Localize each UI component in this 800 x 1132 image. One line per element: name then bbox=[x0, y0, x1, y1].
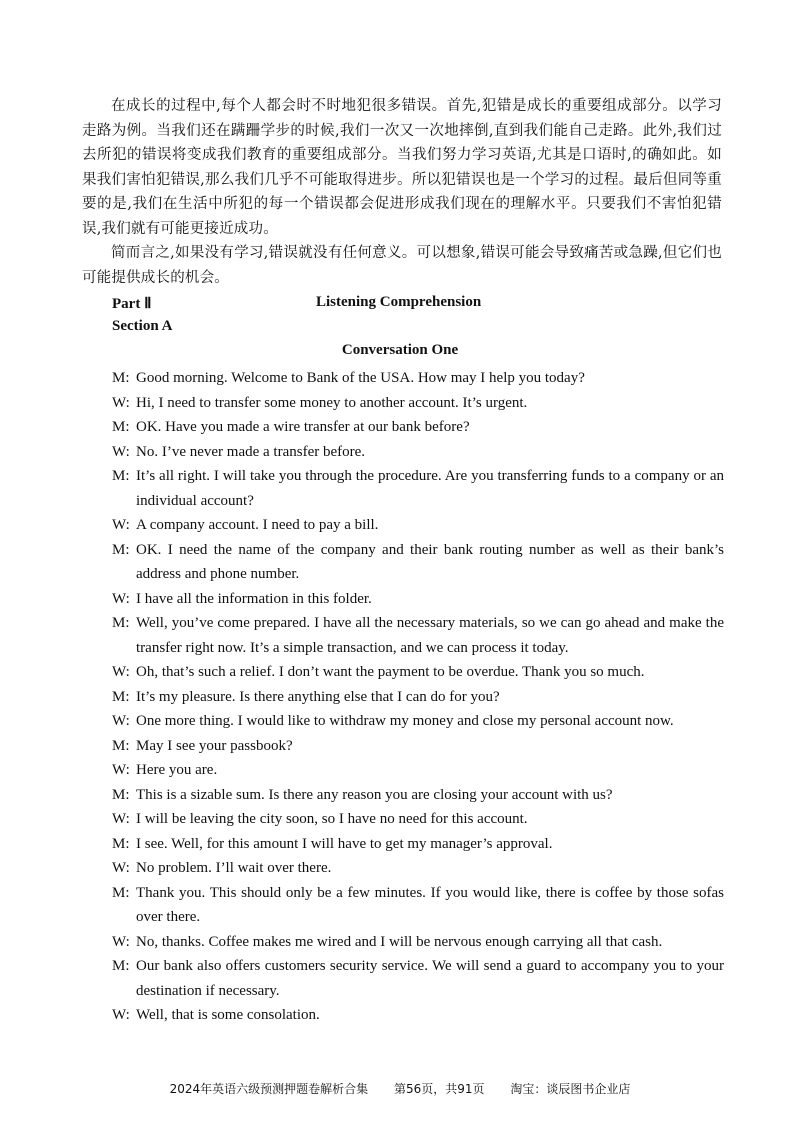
speaker-label: M: bbox=[112, 958, 130, 974]
part-label: Part Ⅱ bbox=[112, 296, 152, 312]
page-footer bbox=[0, 1080, 800, 1097]
speaker-label: W: bbox=[112, 933, 130, 950]
utterance-text: One more thing. I would like to withdraw my money and close my personal account now. bbox=[136, 713, 674, 729]
utterance-text: No problem. I’ll wait over there. bbox=[136, 860, 332, 876]
dialogue-turn bbox=[112, 807, 724, 832]
speaker-label: M: bbox=[112, 370, 130, 386]
utterance-text: Thank you. This should only be a few minutes. If you would like, there is coffee by those sofas over there. bbox=[136, 884, 724, 925]
dialogue-turn bbox=[112, 881, 724, 930]
utterance-text: It’s my pleasure. Is there anything else that I can do for you? bbox=[136, 688, 500, 705]
utterance-text: It’s all right. I will take you through the procedure. Are you transferring funds to a company or an individual account? bbox=[136, 468, 724, 509]
speaker-label: M: bbox=[112, 737, 130, 754]
speaker-label: M: bbox=[112, 419, 130, 435]
dialogue-turn bbox=[112, 685, 724, 710]
utterance-text: I see. Well, for this amount I will have to get my manager’s approval. bbox=[136, 835, 553, 852]
dialogue-turn bbox=[112, 660, 724, 685]
dialogue-turn bbox=[112, 366, 724, 391]
dialogue-turn bbox=[112, 415, 724, 440]
dialogue-transcript bbox=[112, 366, 724, 1028]
dialogue-turn bbox=[112, 611, 724, 660]
dialogue-turn bbox=[112, 954, 724, 1003]
speaker-label: M: bbox=[112, 541, 130, 558]
dialogue-turn bbox=[112, 538, 724, 587]
dialogue-turn bbox=[112, 930, 724, 955]
dialogue-turn bbox=[112, 513, 724, 538]
speaker-label: W: bbox=[112, 394, 130, 411]
essay-paragraph-1: 在成长的过程中,每个人都会时不时地犯很多错误。首先,犯错是成长的重要组成部分。以学习走路为例。当我们还在蹒跚学步的时候,我们一次又一次地摔倒,直到我们能自己走路。此外,我们过去所犯的错误将变成我们教育的重要组成部分。当我们努力学习英语,尤其是口语时,的确如此。如果我们害怕犯错误,那么我们几乎不可能取得进步。所以犯错误也是一个学习的过程。最后但同等重要的是,我们在生活中所犯的每一个错误都会促进形成我们现在的理解水平。只要我们不害怕犯错误,我们就有可能更接近成功。 bbox=[82, 98, 722, 237]
dialogue-turn bbox=[112, 464, 724, 513]
dialogue-turn bbox=[112, 1003, 724, 1028]
conversation-title: Conversation One bbox=[341, 342, 459, 358]
dialogue-turn bbox=[112, 440, 724, 465]
speaker-label: W: bbox=[112, 664, 130, 680]
utterance-text: May I see your passbook? bbox=[136, 737, 293, 754]
footer-page-info: 第56页，共91页 bbox=[393, 1082, 485, 1096]
speaker-label: W: bbox=[112, 517, 130, 533]
utterance-text: No, thanks. Coffee makes me wired and I will be nervous enough carrying all that cash. bbox=[136, 933, 663, 950]
speaker-label: W: bbox=[112, 811, 130, 827]
utterance-text: Here you are. bbox=[136, 762, 218, 778]
speaker-label: M: bbox=[112, 835, 130, 852]
utterance-text: Oh, that’s such a relief. I don’t want the payment to be overdue. Thank you so much. bbox=[136, 664, 645, 680]
utterance-text: A company account. I need to pay a bill. bbox=[136, 517, 379, 533]
speaker-label: W: bbox=[112, 762, 130, 778]
part-title: Listening Comprehension bbox=[316, 294, 482, 310]
utterance-text: Our bank also offers customers security service. We will send a guard to accompany you to your destination if necessary. bbox=[136, 958, 724, 999]
utterance-text: Well, that is some consolation. bbox=[136, 1007, 320, 1023]
dialogue-turn bbox=[112, 783, 724, 808]
essay-paragraph-2: 简而言之,如果没有学习,错误就没有任何意义。可以想象,错误可能会导致痛苦或急躁,但它们也可能提供成长的机会。 bbox=[82, 245, 722, 286]
speaker-label: M: bbox=[112, 615, 130, 631]
dialogue-turn bbox=[112, 856, 724, 881]
utterance-text: OK. Have you made a wire transfer at our bank before? bbox=[136, 419, 470, 435]
section-label: Section A bbox=[112, 318, 173, 334]
speaker-label: W: bbox=[112, 1007, 130, 1023]
dialogue-turn bbox=[112, 832, 724, 857]
speaker-label: M: bbox=[112, 468, 130, 484]
utterance-text: This is a sizable sum. Is there any reason you are closing your account with us? bbox=[136, 786, 613, 803]
speaker-label: W: bbox=[112, 590, 130, 607]
utterance-text: I have all the information in this folder. bbox=[136, 590, 372, 607]
dialogue-turn bbox=[112, 587, 724, 612]
dialogue-turn bbox=[112, 758, 724, 783]
essay-body bbox=[82, 94, 722, 290]
speaker-label: W: bbox=[112, 443, 130, 460]
dialogue-turn bbox=[112, 391, 724, 416]
dialogue-turn bbox=[112, 709, 724, 734]
speaker-label: W: bbox=[112, 860, 130, 876]
footer-shop: 淘宝：谈辰图书企业店 bbox=[510, 1082, 631, 1096]
utterance-text: I will be leaving the city soon, so I have no need for this account. bbox=[136, 811, 528, 827]
footer-book-title: 2024年英语六级预测押题卷解析合集 bbox=[169, 1082, 369, 1096]
utterance-text: Good morning. Welcome to Bank of the USA. How may I help you today? bbox=[136, 370, 585, 386]
speaker-label: M: bbox=[112, 786, 130, 803]
utterance-text: Well, you’ve come prepared. I have all the necessary materials, so we can go ahead and make the transfer right now. It’s a simple transaction, and we can process it today. bbox=[136, 615, 724, 656]
utterance-text: No. I’ve never made a transfer before. bbox=[136, 443, 366, 460]
part-heading bbox=[112, 292, 712, 316]
speaker-label: W: bbox=[112, 713, 130, 729]
dialogue-turn bbox=[112, 734, 724, 759]
utterance-text: OK. I need the name of the company and their bank routing number as well as their bank’s address and phone number. bbox=[136, 541, 724, 582]
speaker-label: M: bbox=[112, 688, 130, 705]
speaker-label: M: bbox=[112, 884, 130, 901]
utterance-text: Hi, I need to transfer some money to another account. It’s urgent. bbox=[136, 394, 528, 411]
